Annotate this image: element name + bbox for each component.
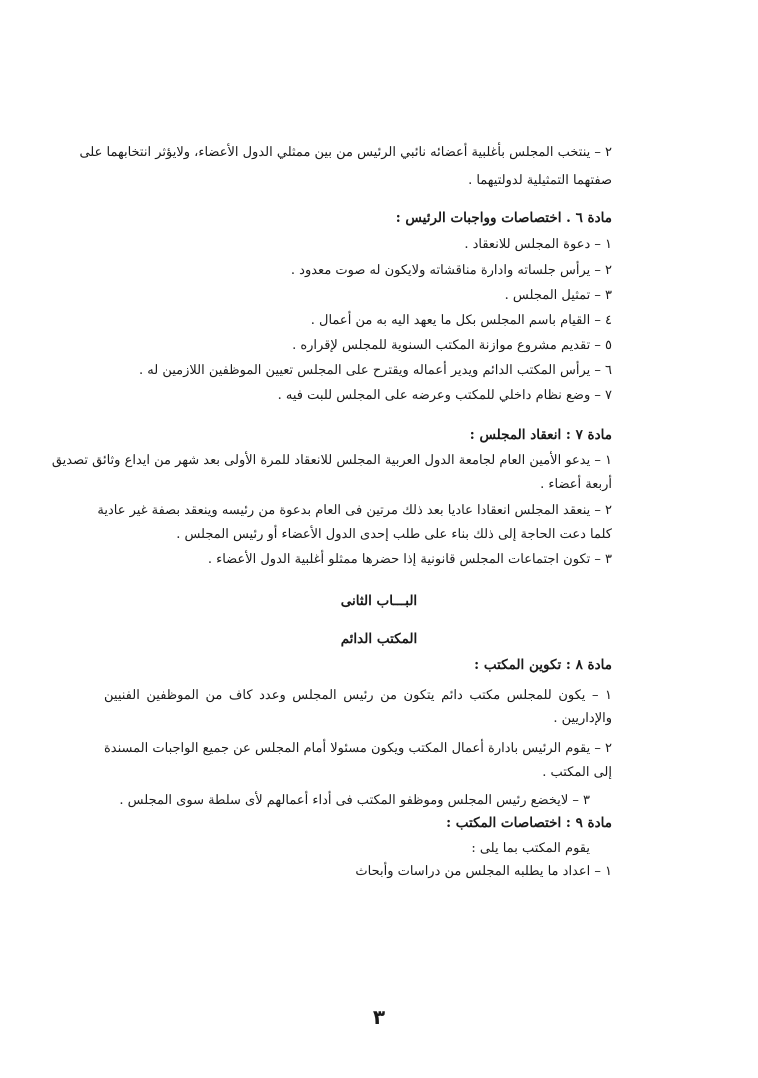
article8-heading: مادة ٨ : تكوين المكتب : [474, 657, 612, 673]
page-number: ٣ [372, 1005, 386, 1029]
article8-item2-line2: إلى المكتب . [542, 765, 612, 780]
article6-item-6: ٦ – يرأس المكتب الدائم ويدير أعماله ويقترح على المجلس تعيين الموظفين اللازمين له . [139, 363, 612, 378]
article7-item1-line1: ١ – يدعو الأمين العام لجامعة الدول العربية المجلس للانعقاد للمرة الأولى بعد شهر من ايداع وثائق تصديق [51, 453, 612, 468]
article6-item-5: ٥ – تقديم مشروع موازنة المكتب السنوية للمجلس لإقراره . [292, 338, 612, 353]
article8-item1-line2: والإداريين . [553, 711, 612, 726]
article5-item2-line1: ٢ – ينتخب المجلس بأغلبية أعضائه نائبي الرئيس من بين ممثلي الدول الأعضاء، ولايؤثر انتخابهما على [79, 145, 612, 160]
article7-item2-line1: ٢ – ينعقد المجلس انعقادا عاديا بعد ذلك مرتين فى العام بدعوة من رئيسه وينعقد بصفة غير عادية [97, 503, 612, 518]
article6-item-7: ٧ – وضع نظام داخلي للمكتب وعرضه على المجلس للبت فيه . [277, 388, 612, 403]
article7-item2-line2: كلما دعت الحاجة إلى ذلك بناء على طلب إحدى الدول الأعضاء أو رئيس المجلس . [176, 527, 612, 542]
article6-item-1: ١ – دعوة المجلس للانعقاد . [464, 237, 612, 252]
part-title: البـــاب الثانى [340, 593, 418, 609]
article6-heading: مادة ٦ . اختصاصات وواجبات الرئيس : [395, 210, 612, 226]
article7-item1-line2: أربعة أعضاء . [540, 477, 612, 492]
article9-item1: ١ – اعداد ما يطلبه المجلس من دراسات وأبحاث [355, 864, 612, 879]
article7-item3: ٣ – تكون اجتماعات المجلس قانونية إذا حضرها ممثلو أغلبية الدول الأعضاء . [207, 552, 612, 567]
article6-item-3: ٣ – تمثيل المجلس . [504, 288, 612, 303]
article8-item3: ٣ – لايخضع رئيس المجلس وموظفو المكتب فى أداء أعمالهم لأى سلطة سوى المجلس . [119, 793, 590, 808]
part-subtitle: المكتب الدائم [340, 631, 418, 647]
article8-item2-line1: ٢ – يقوم الرئيس بادارة أعمال المكتب ويكون مسئولا أمام المجلس عن جميع الواجبات المسندة [104, 741, 612, 756]
article8-item1-line1: ١ – يكون للمجلس مكتب دائم يتكون من رئيس المجلس وعدد كاف من الموظفين الفنيين [104, 688, 612, 703]
article5-item2-line2: صفتهما التمثيلية لدولتيهما . [468, 173, 612, 188]
article6-item-2: ٢ – يرأس جلساته وادارة مناقشاته ولايكون له صوت معدود . [290, 263, 612, 278]
article7-heading: مادة ٧ : انعقاد المجلس : [469, 427, 612, 443]
article9-heading: مادة ٩ : اختصاصات المكتب : [446, 815, 612, 831]
article9-intro: يقوم المكتب بما يلى : [471, 841, 590, 856]
article6-item-4: ٤ – القيام باسم المجلس بكل ما يعهد اليه به من أعمال . [310, 313, 612, 328]
